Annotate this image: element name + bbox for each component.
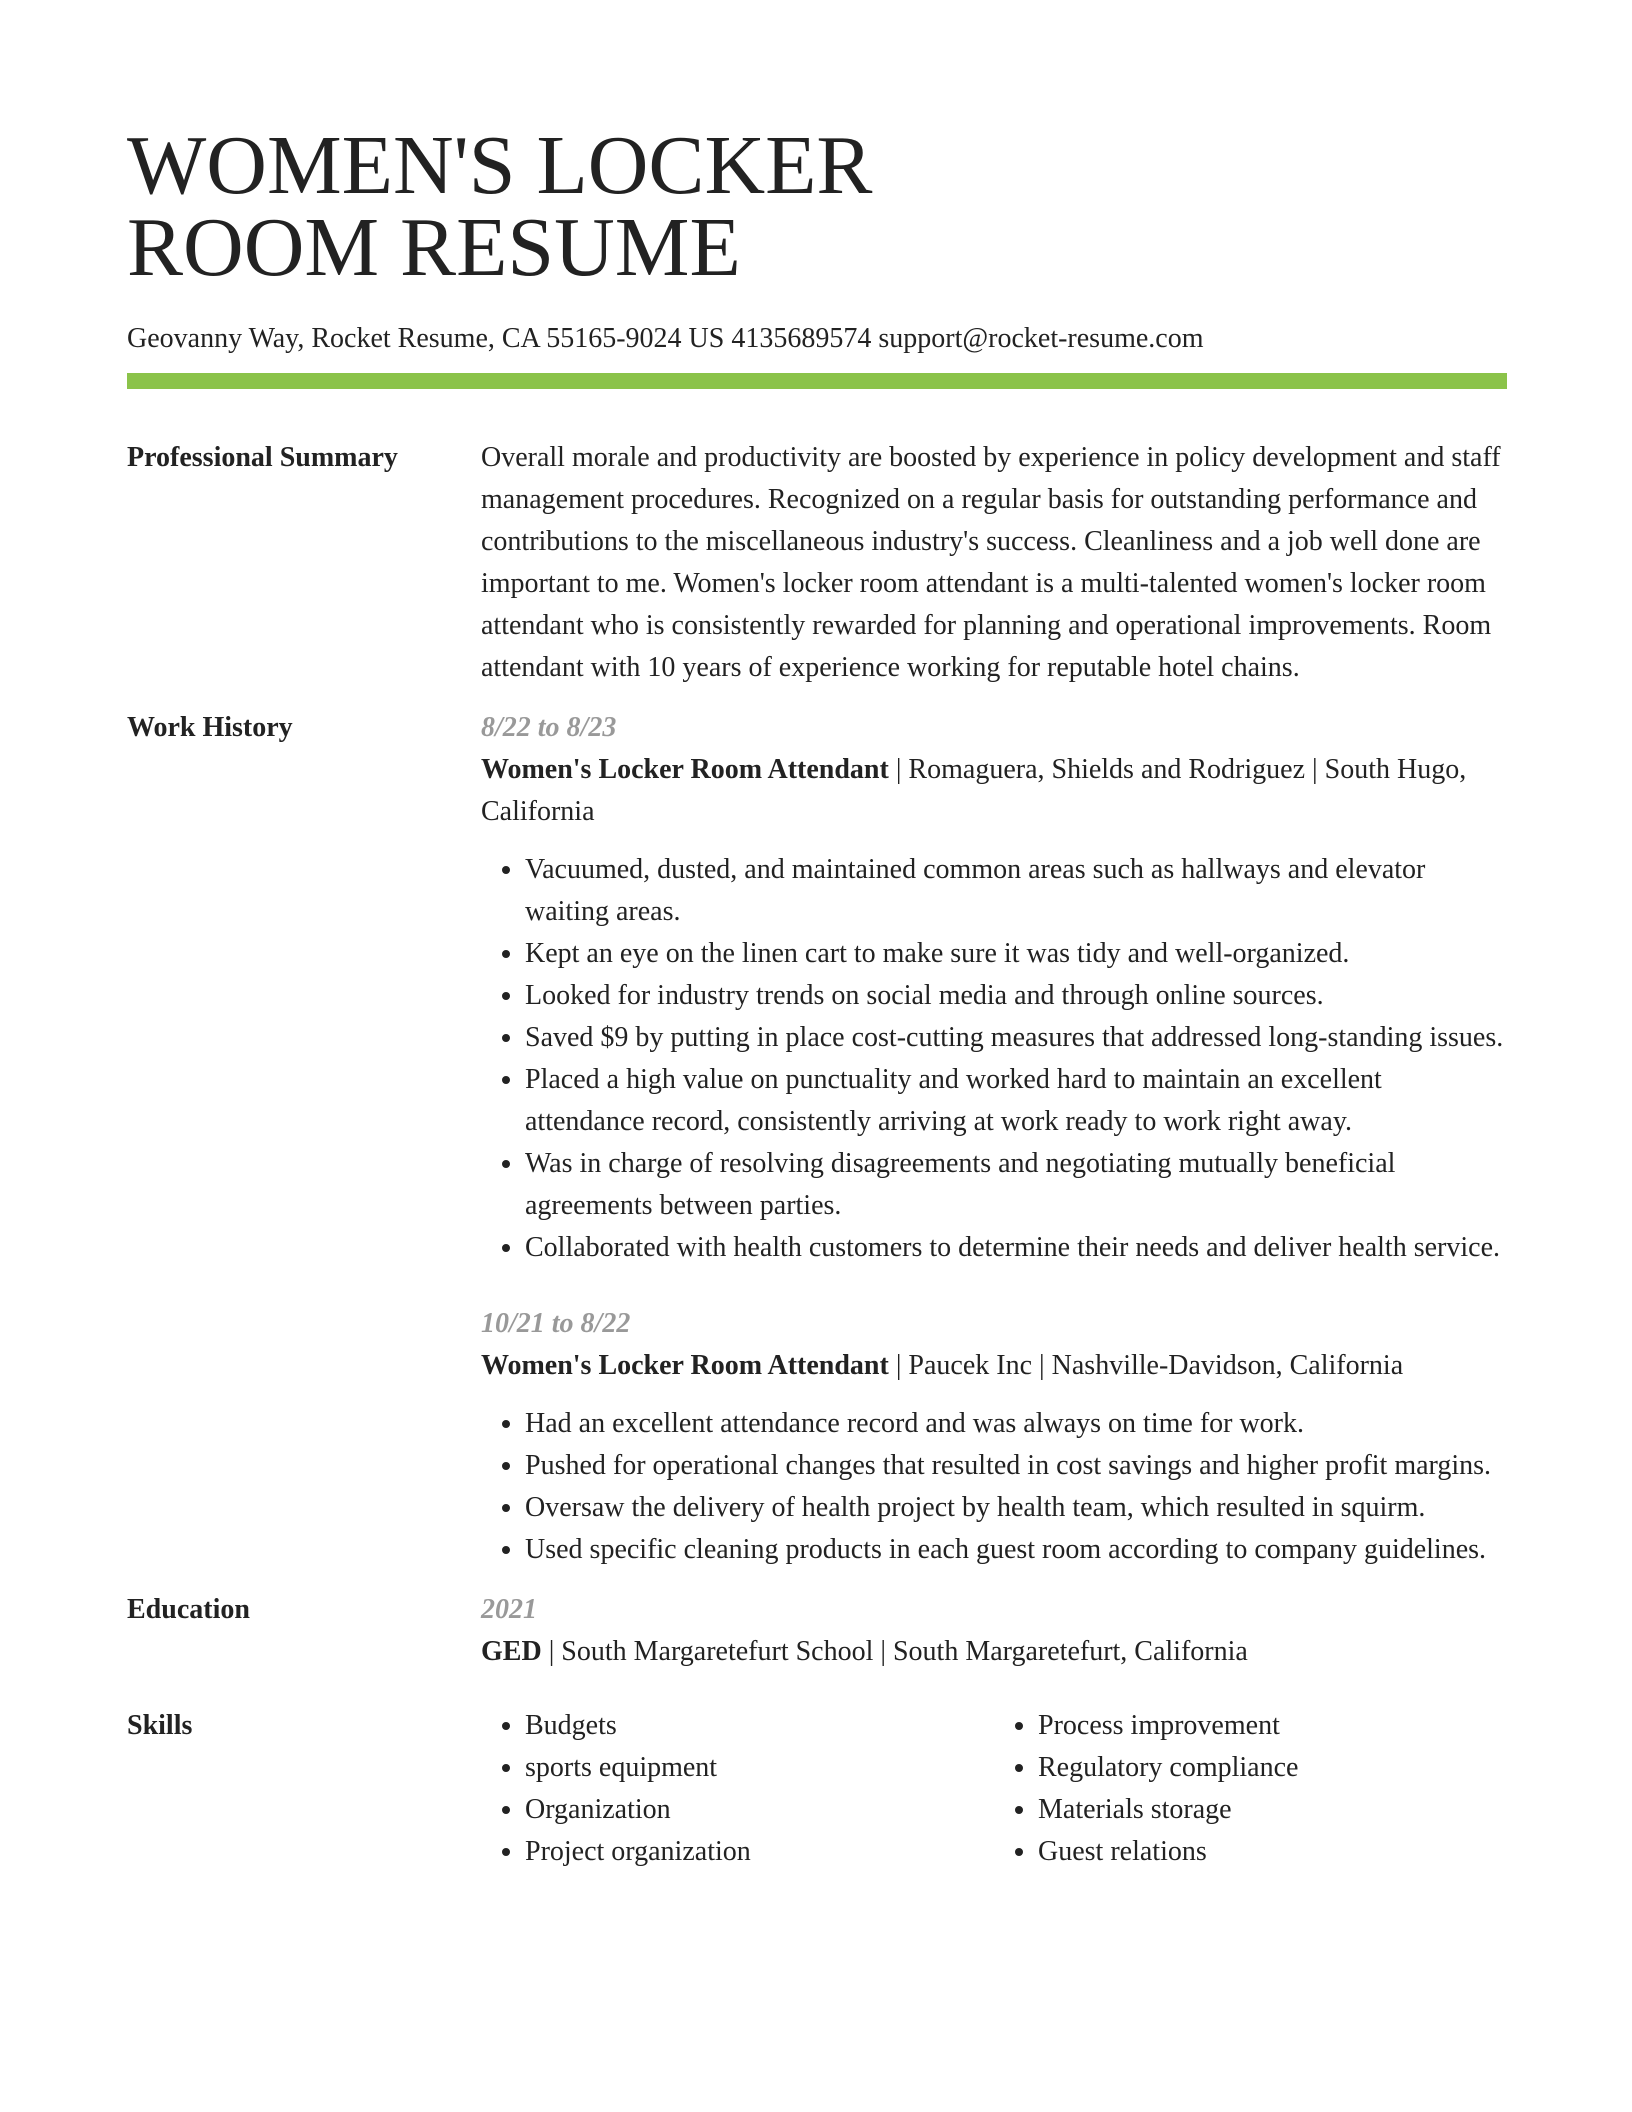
title-line-2: ROOM RESUME bbox=[127, 201, 741, 294]
job-bullet: • Pushed for operational changes that resulted in cost savings and higher profit margins. bbox=[525, 1445, 1507, 1487]
skill-item: • Regulatory compliance bbox=[1038, 1747, 1507, 1789]
skill-item: • Budgets bbox=[525, 1705, 994, 1747]
job-bullets bbox=[481, 1403, 1507, 1571]
title-line-1: WOMEN'S LOCKER bbox=[127, 119, 873, 212]
resume-title bbox=[127, 119, 1507, 294]
work-history-label: Work History bbox=[127, 712, 293, 743]
job-bullet: • Vacuumed, dusted, and maintained common areas such as hallways and elevator waiting areas. bbox=[525, 849, 1507, 933]
job-entry bbox=[481, 707, 1507, 1269]
skill-item: • Organization bbox=[525, 1789, 994, 1831]
job-bullet: • Collaborated with health customers to determine their needs and deliver health service. bbox=[525, 1227, 1507, 1269]
skill-item: • sports equipment bbox=[525, 1747, 994, 1789]
job-role: Women's Locker Room Attendant bbox=[481, 1350, 889, 1381]
work-history-body bbox=[481, 707, 1507, 1571]
job-bullet: • Kept an eye on the linen cart to make sure it was tidy and well-organized. bbox=[525, 933, 1507, 975]
skills-column-right bbox=[994, 1705, 1507, 1873]
job-bullet: • Used specific cleaning products in each guest room according to company guidelines. bbox=[525, 1529, 1507, 1571]
skill-item: • Guest relations bbox=[1038, 1831, 1507, 1873]
education-label: Education bbox=[127, 1594, 250, 1625]
skills-label: Skills bbox=[127, 1710, 193, 1741]
job-details: | Romaguera, Shields and Rodriguez | South Hugo, California bbox=[481, 754, 1467, 827]
job-bullets bbox=[481, 849, 1507, 1269]
work-history-section bbox=[127, 707, 1507, 1571]
skill-item: • Process improvement bbox=[1038, 1705, 1507, 1747]
job-heading bbox=[481, 749, 1507, 833]
skills-grid bbox=[481, 1705, 1507, 1873]
skills-body bbox=[481, 1705, 1507, 1873]
education-section bbox=[127, 1589, 1507, 1673]
job-bullet: • Looked for industry trends on social media and through online sources. bbox=[525, 975, 1507, 1017]
job-dates: 8/22 to 8/23 bbox=[481, 712, 617, 743]
summary-text: Overall morale and productivity are boosted by experience in policy development and staff management procedures. Recognized on a regular basis for outstanding performance and contributions to the miscellaneous industry's success. Cleanliness and a job well done are important to me. Women's locker room attendant is a multi-talented women's locker room attendant who is consistently rewarded for planning and operational improvements. Room attendant with 10 years of experience working for reputable hotel chains. bbox=[481, 442, 1501, 683]
skills-section bbox=[127, 1705, 1507, 1873]
contact-line: Geovanny Way, Rocket Resume, CA 55165-9024 US 4135689574 support@rocket-resume.com bbox=[127, 323, 1204, 354]
job-entry bbox=[481, 1303, 1507, 1571]
summary-label: Professional Summary bbox=[127, 442, 398, 473]
education-degree: GED bbox=[481, 1636, 542, 1667]
job-dates: 10/21 to 8/22 bbox=[481, 1308, 631, 1339]
job-bullet: • Oversaw the delivery of health project by health team, which resulted in squirm. bbox=[525, 1487, 1507, 1529]
education-details: | South Margaretefurt School | South Margaretefurt, California bbox=[541, 1636, 1248, 1667]
accent-divider bbox=[127, 373, 1507, 389]
education-heading bbox=[481, 1631, 1507, 1673]
resume-page bbox=[127, 119, 1507, 1873]
skill-item: • Materials storage bbox=[1038, 1789, 1507, 1831]
job-bullet: • Saved $9 by putting in place cost-cutting measures that addressed long-standing issues. bbox=[525, 1017, 1507, 1059]
job-details: | Paucek Inc | Nashville-Davidson, California bbox=[888, 1350, 1404, 1381]
job-bullet: • Placed a high value on punctuality and worked hard to maintain an excellent attendance record, consistently arriving at work ready to work right away. bbox=[525, 1059, 1507, 1143]
job-bullet: • Was in charge of resolving disagreements and negotiating mutually beneficial agreements between parties. bbox=[525, 1143, 1507, 1227]
education-body bbox=[481, 1589, 1507, 1673]
summary-section bbox=[127, 437, 1507, 689]
job-bullet: • Had an excellent attendance record and was always on time for work. bbox=[525, 1403, 1507, 1445]
job-heading bbox=[481, 1345, 1507, 1387]
job-role: Women's Locker Room Attendant bbox=[481, 754, 889, 785]
education-year: 2021 bbox=[481, 1594, 537, 1625]
skills-column-left bbox=[481, 1705, 994, 1873]
skill-item: • Project organization bbox=[525, 1831, 994, 1873]
